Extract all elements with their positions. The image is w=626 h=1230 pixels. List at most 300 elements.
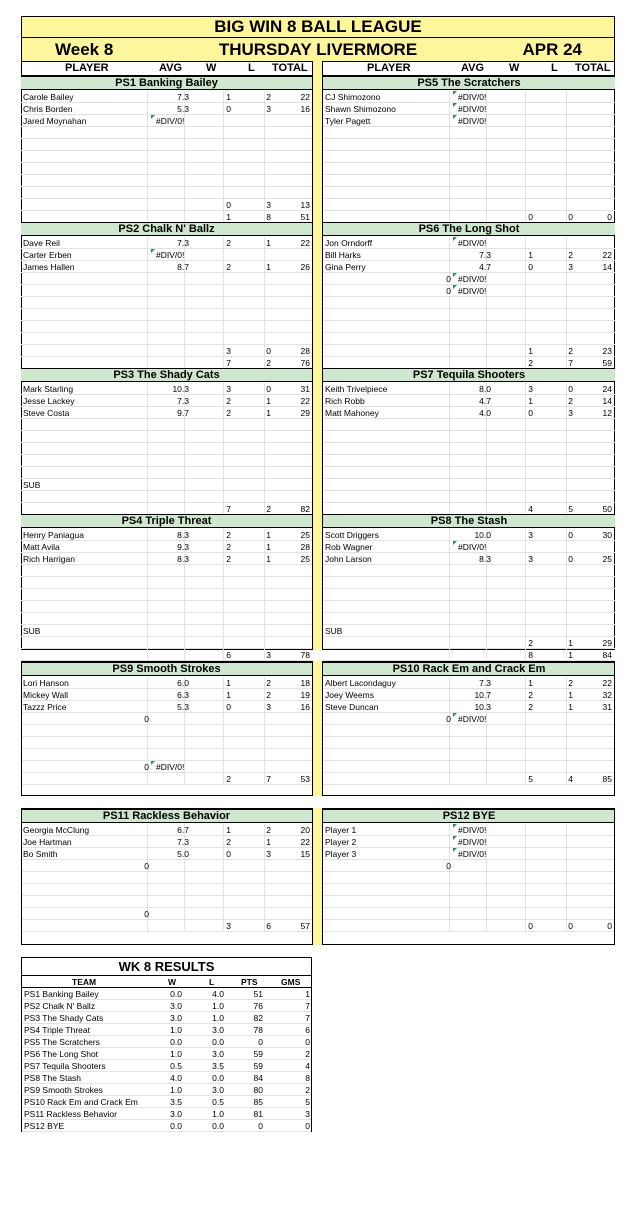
date-label: APR 24	[522, 40, 582, 59]
player-wins: 0	[528, 408, 533, 418]
team-total-row	[323, 649, 615, 661]
empty-row	[323, 565, 615, 577]
totals-wins: 7	[226, 358, 231, 368]
player-row	[323, 249, 615, 261]
empty-row	[323, 479, 615, 491]
player-name: Georgia McClung	[23, 825, 90, 835]
placeholder-zero: 0	[446, 274, 451, 284]
player-avg: 7.3	[177, 837, 189, 847]
player-total: 28	[300, 542, 310, 552]
player-row	[323, 541, 615, 553]
results-row	[22, 1060, 311, 1072]
player-losses: 3	[266, 702, 271, 712]
player-total: 22	[300, 92, 310, 102]
totals-wins: 2	[226, 774, 231, 784]
player-name: Rich Robb	[325, 396, 365, 406]
player-losses: 2	[266, 92, 271, 102]
results-w: 0.5	[170, 1061, 182, 1071]
player-wins: 2	[226, 262, 231, 272]
results-row	[22, 1048, 311, 1060]
placeholder-zero: 0	[446, 286, 451, 296]
player-total: 25	[300, 554, 310, 564]
extra-row	[323, 285, 615, 297]
empty-row	[323, 577, 615, 589]
player-total: 31	[602, 702, 612, 712]
player-avg: 10.3	[172, 384, 189, 394]
subtotal-row	[21, 345, 312, 357]
totals-wins: 8	[528, 650, 533, 660]
totals-losses: 0	[568, 212, 573, 222]
results-gms: 1	[305, 989, 310, 999]
team-header-ps11: PS11 Rackless Behavior	[21, 809, 312, 823]
results-col-l: L	[209, 977, 215, 987]
results-pts: 80	[253, 1085, 263, 1095]
player-row	[21, 395, 312, 407]
totals-wins: 5	[528, 774, 533, 784]
sub-label: SUB	[23, 480, 41, 490]
player-row	[323, 553, 615, 565]
player-wins: 1	[528, 678, 533, 688]
player-row	[21, 91, 312, 103]
empty-row	[21, 163, 312, 175]
results-team: PS12 BYE	[24, 1121, 65, 1131]
player-avg: 5.3	[177, 104, 189, 114]
col-total: TOTAL	[575, 62, 611, 74]
placeholder-zero: 0	[446, 861, 451, 871]
player-wins: 2	[226, 530, 231, 540]
player-total: 15	[300, 849, 310, 859]
player-losses: 2	[568, 250, 573, 260]
empty-row	[323, 443, 615, 455]
center-divider	[312, 661, 323, 796]
totals-total: 53	[300, 774, 310, 784]
player-losses: 0	[568, 530, 573, 540]
results-l: 4.0	[212, 989, 224, 999]
player-total: 22	[300, 396, 310, 406]
player-row	[323, 237, 615, 249]
subtotal-row	[21, 491, 312, 503]
results-row	[22, 988, 311, 1000]
player-total: 25	[602, 554, 612, 564]
results-gms: 6	[305, 1025, 310, 1035]
player-name: Shawn Shimozono	[325, 104, 396, 114]
player-total: 12	[602, 408, 612, 418]
week-bar	[21, 38, 615, 62]
empty-row	[21, 285, 312, 297]
totals-wins: 1	[226, 212, 231, 222]
player-wins: 3	[528, 554, 533, 564]
subtotal-row	[323, 345, 615, 357]
totals-losses: 2	[568, 346, 573, 356]
player-total: 25	[300, 530, 310, 540]
error-flag-icon	[453, 115, 457, 119]
player-wins: 2	[528, 690, 533, 700]
player-wins: 2	[226, 542, 231, 552]
player-name: Keith Trivelpiece	[325, 384, 388, 394]
player-name: Scott Driggers	[325, 530, 379, 540]
player-losses: 1	[266, 554, 271, 564]
results-w: 0.0	[170, 1037, 182, 1047]
results-gms: 3	[305, 1109, 310, 1119]
col-w: W	[206, 62, 217, 74]
empty-row	[323, 589, 615, 601]
empty-row	[21, 187, 312, 199]
results-w: 1.0	[170, 1085, 182, 1095]
results-row	[22, 1000, 311, 1012]
player-wins: 3	[226, 384, 231, 394]
player-avg: #DIV/0!	[453, 824, 486, 836]
player-total: 26	[300, 262, 310, 272]
subtotal-row	[21, 199, 312, 211]
player-avg: #DIV/0!	[453, 541, 486, 553]
error-flag-icon	[453, 103, 457, 107]
results-team: PS9 Smooth Strokes	[24, 1085, 103, 1095]
right-column-header	[323, 62, 615, 76]
player-losses: 3	[568, 262, 573, 272]
night-label: THURSDAY LIVERMORE	[218, 40, 418, 59]
totals-total: 82	[300, 504, 310, 514]
player-total: 16	[300, 104, 310, 114]
empty-row	[323, 297, 615, 309]
placeholder-zero: 0	[446, 714, 451, 724]
empty-row	[21, 297, 312, 309]
player-name: Carole Bailey	[23, 92, 74, 102]
player-name: Gina Perry	[325, 262, 366, 272]
totals-total: 85	[602, 774, 612, 784]
center-divider	[312, 61, 323, 650]
player-total: 22	[602, 678, 612, 688]
totals-wins: 6	[226, 650, 231, 660]
empty-row	[323, 187, 615, 199]
results-w: 1.0	[170, 1025, 182, 1035]
totals-losses: 4	[568, 774, 573, 784]
empty-row	[21, 151, 312, 163]
player-wins: 1	[528, 396, 533, 406]
player-losses: 1	[266, 530, 271, 540]
error-flag-icon	[453, 273, 457, 277]
results-gms: 7	[305, 1001, 310, 1011]
player-avg: 6.0	[177, 678, 189, 688]
player-avg: 9.7	[177, 408, 189, 418]
player-avg: 4.7	[479, 262, 491, 272]
player-losses: 2	[266, 825, 271, 835]
player-total: 22	[300, 837, 310, 847]
empty-row	[323, 613, 615, 625]
results-pts: 59	[253, 1049, 263, 1059]
error-flag-icon	[453, 541, 457, 545]
empty-row	[323, 151, 615, 163]
team-header-ps12: PS12 BYE	[323, 809, 615, 823]
player-avg: 8.3	[177, 554, 189, 564]
totals-total: 51	[300, 212, 310, 222]
team-total-row	[21, 649, 312, 661]
totals-losses: 2	[266, 358, 271, 368]
error-flag-icon	[151, 115, 155, 119]
empty-row	[21, 613, 312, 625]
placeholder-zero: 0	[144, 909, 149, 919]
player-row	[323, 261, 615, 273]
player-total: 14	[602, 396, 612, 406]
placeholder-zero: 0	[144, 861, 149, 871]
player-losses: 0	[568, 384, 573, 394]
results-row	[22, 1084, 311, 1096]
player-row	[323, 407, 615, 419]
totals-wins: 2	[528, 358, 533, 368]
player-name: James Hallen	[23, 262, 75, 272]
player-avg: 10.0	[474, 530, 491, 540]
results-team: PS6 The Long Shot	[24, 1049, 99, 1059]
empty-row	[21, 127, 312, 139]
player-losses: 2	[266, 678, 271, 688]
player-name: Bill Harks	[325, 250, 361, 260]
player-losses: 0	[568, 554, 573, 564]
subtotal-row	[323, 491, 615, 503]
player-name: Matt Mahoney	[325, 408, 379, 418]
player-total: 18	[300, 678, 310, 688]
results-pts: 59	[253, 1061, 263, 1071]
empty-row	[323, 431, 615, 443]
team-header-ps9: PS9 Smooth Strokes	[21, 662, 312, 676]
player-name: Mark Starling	[23, 384, 74, 394]
player-row	[21, 237, 312, 249]
results-row	[22, 1024, 311, 1036]
empty-row	[21, 431, 312, 443]
player-wins: 3	[528, 530, 533, 540]
team-header-ps2: PS2 Chalk N' Ballz	[21, 222, 312, 236]
player-avg: 10.7	[474, 690, 491, 700]
results-l: 3.0	[212, 1085, 224, 1095]
results-gms: 0	[305, 1037, 310, 1047]
player-wins: 2	[226, 396, 231, 406]
empty-row	[323, 419, 615, 431]
empty-row	[21, 309, 312, 321]
totals-total: 76	[300, 358, 310, 368]
week-label: Week 8	[55, 40, 114, 59]
player-name: Rob Wagner	[325, 542, 373, 552]
col-avg: AVG	[159, 62, 183, 74]
totals-wins: 0	[226, 200, 231, 210]
results-row	[22, 1120, 311, 1132]
totals-wins: 1	[528, 346, 533, 356]
player-losses: 1	[266, 837, 271, 847]
results-l: 0.0	[212, 1073, 224, 1083]
player-avg: 9.3	[177, 542, 189, 552]
player-avg: 6.7	[177, 825, 189, 835]
player-name: Jon Orndorff	[325, 238, 373, 248]
player-avg: #DIV/0!	[453, 285, 486, 297]
league-title: BIG WIN 8 BALL LEAGUE	[21, 16, 615, 38]
player-total: 19	[300, 690, 310, 700]
player-losses: 1	[568, 702, 573, 712]
player-avg: #DIV/0!	[453, 103, 486, 115]
player-name: Tyler Pagett	[325, 116, 371, 126]
player-row	[21, 529, 312, 541]
totals-total: 23	[602, 346, 612, 356]
results-gms: 5	[305, 1097, 310, 1107]
empty-row	[323, 333, 615, 345]
results-pts: 0	[258, 1121, 263, 1131]
player-avg: 7.3	[479, 678, 491, 688]
player-total: 22	[602, 250, 612, 260]
totals-total: 13	[300, 200, 310, 210]
empty-row	[21, 601, 312, 613]
player-name: Mickey Wall	[23, 690, 69, 700]
player-row	[21, 103, 312, 115]
player-avg: 10.3	[474, 702, 491, 712]
empty-row	[21, 273, 312, 285]
player-wins: 2	[226, 408, 231, 418]
player-total: 31	[300, 384, 310, 394]
results-title: WK 8 RESULTS	[22, 958, 311, 976]
results-team: PS2 Chalk N' Ballz	[24, 1001, 96, 1011]
results-pts: 84	[253, 1073, 263, 1083]
player-row	[21, 249, 312, 261]
player-row	[21, 115, 312, 127]
subtotal-row	[323, 199, 615, 211]
player-avg: 5.0	[177, 849, 189, 859]
player-avg: #DIV/0!	[151, 249, 184, 261]
placeholder-zero: 0	[144, 762, 149, 772]
player-name: Player 1	[325, 825, 357, 835]
results-l: 1.0	[212, 1001, 224, 1011]
empty-row	[21, 139, 312, 151]
player-losses: 0	[266, 384, 271, 394]
totals-losses: 6	[266, 921, 271, 931]
totals-total: 0	[607, 921, 612, 931]
player-losses: 3	[568, 408, 573, 418]
player-avg: #DIV/0!	[151, 761, 184, 773]
results-gms: 2	[305, 1085, 310, 1095]
player-row	[21, 383, 312, 395]
player-wins: 1	[226, 92, 231, 102]
results-col-w: W	[168, 977, 177, 987]
totals-wins: 4	[528, 504, 533, 514]
player-wins: 1	[226, 678, 231, 688]
subtotal-row	[21, 637, 312, 649]
player-total: 14	[602, 262, 612, 272]
totals-losses: 0	[568, 921, 573, 931]
results-l: 3.0	[212, 1049, 224, 1059]
player-losses: 3	[266, 849, 271, 859]
player-row	[21, 407, 312, 419]
team-header-ps8: PS8 The Stash	[323, 514, 615, 528]
results-table	[21, 957, 312, 1132]
error-flag-icon	[453, 237, 457, 241]
col-player: PLAYER	[65, 62, 109, 74]
player-row	[21, 553, 312, 565]
player-name: Player 3	[325, 849, 357, 859]
totals-wins: 3	[226, 921, 231, 931]
team-header-ps4: PS4 Triple Threat	[21, 514, 312, 528]
player-avg: 8.3	[479, 554, 491, 564]
player-wins: 0	[226, 104, 231, 114]
player-avg: #DIV/0!	[151, 115, 184, 127]
results-gms: 4	[305, 1061, 310, 1071]
empty-row	[323, 175, 615, 187]
results-l: 1.0	[212, 1109, 224, 1119]
player-avg: #DIV/0!	[453, 273, 486, 285]
results-l: 3.0	[212, 1025, 224, 1035]
sub-label: SUB	[23, 626, 41, 636]
team-header-ps1: PS1 Banking Bailey	[21, 76, 312, 90]
results-gms: 8	[305, 1073, 310, 1083]
results-gms: 0	[305, 1121, 310, 1131]
results-header-row	[22, 976, 311, 988]
player-wins: 0	[226, 849, 231, 859]
results-col-team: TEAM	[72, 977, 97, 987]
totals-losses: 8	[266, 212, 271, 222]
player-wins: 1	[528, 250, 533, 260]
sub-label: SUB	[325, 626, 343, 636]
player-row	[21, 261, 312, 273]
results-pts: 51	[253, 989, 263, 999]
player-name: Matt Avila	[23, 542, 60, 552]
results-l: 0.0	[212, 1037, 224, 1047]
error-flag-icon	[453, 285, 457, 289]
results-row	[22, 1072, 311, 1084]
results-col-pts: PTS	[241, 977, 258, 987]
totals-wins: 0	[528, 212, 533, 222]
player-losses: 3	[266, 104, 271, 114]
placeholder-zero: 0	[144, 714, 149, 724]
player-total: 22	[300, 238, 310, 248]
totals-total: 50	[602, 504, 612, 514]
results-w: 1.0	[170, 1049, 182, 1059]
player-name: CJ Shimozono	[325, 92, 381, 102]
player-avg: 4.0	[479, 408, 491, 418]
results-team: PS8 The Stash	[24, 1073, 82, 1083]
player-avg: 7.3	[177, 396, 189, 406]
empty-row	[21, 175, 312, 187]
player-name: Steve Duncan	[325, 702, 379, 712]
empty-row	[21, 455, 312, 467]
player-losses: 2	[266, 690, 271, 700]
error-flag-icon	[151, 249, 155, 253]
team-header-ps3: PS3 The Shady Cats	[21, 368, 312, 382]
totals-losses: 2	[266, 504, 271, 514]
player-wins: 3	[528, 384, 533, 394]
empty-row	[21, 467, 312, 479]
empty-row	[323, 139, 615, 151]
results-w: 0.0	[170, 989, 182, 999]
results-row	[22, 1108, 311, 1120]
subtotal-row	[323, 637, 615, 649]
player-avg: 6.3	[177, 690, 189, 700]
player-name: Jesse Lackey	[23, 396, 75, 406]
results-pts: 85	[253, 1097, 263, 1107]
totals-losses: 3	[266, 200, 271, 210]
player-total: 20	[300, 825, 310, 835]
results-gms: 2	[305, 1049, 310, 1059]
extra-row	[323, 273, 615, 285]
player-name: Joey Weems	[325, 690, 374, 700]
player-avg: #DIV/0!	[453, 115, 486, 127]
empty-row	[323, 601, 615, 613]
player-avg: 7.3	[479, 250, 491, 260]
totals-wins: 2	[528, 638, 533, 648]
player-row	[323, 115, 615, 127]
player-wins: 0	[226, 702, 231, 712]
totals-losses: 1	[568, 650, 573, 660]
player-row	[323, 91, 615, 103]
totals-total: 84	[602, 650, 612, 660]
player-avg: #DIV/0!	[453, 91, 486, 103]
player-name: John Larson	[325, 554, 372, 564]
results-team: PS3 The Shady Cats	[24, 1013, 104, 1023]
player-wins: 1	[226, 690, 231, 700]
results-w: 3.0	[170, 1109, 182, 1119]
player-avg: 8.7	[177, 262, 189, 272]
